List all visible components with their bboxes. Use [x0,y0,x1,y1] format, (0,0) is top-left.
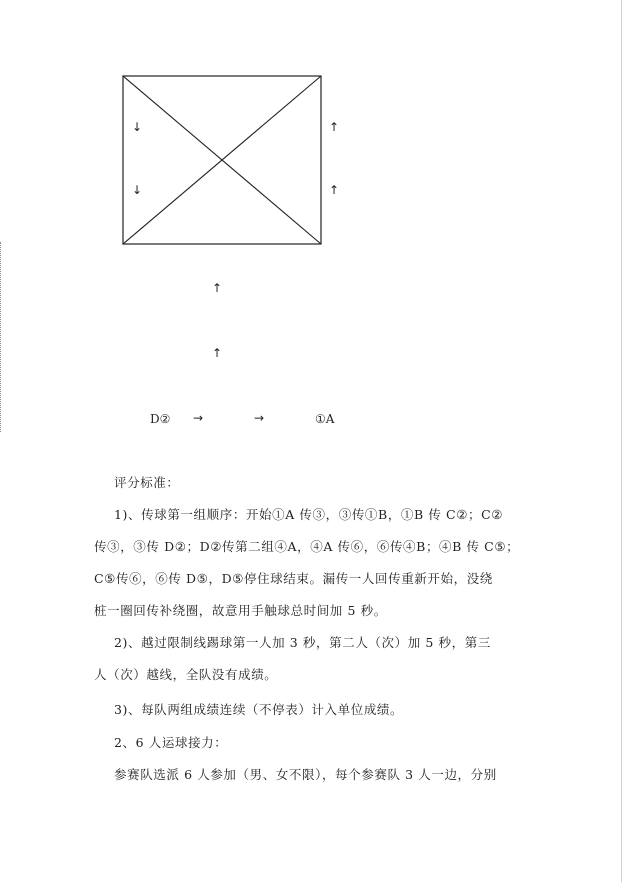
scoring-heading: 评分标准： [114,475,180,490]
arrow-down-icon: ↓ [132,183,143,197]
rule-line-6: 人（次）越线，全队没有成绩。 [94,667,278,682]
rule-line-4: 桩一圈回传补绕圈，故意用手触球总时间加 5 秒。 [94,603,387,618]
arrow-up-icon: ↑ [329,183,340,197]
section-heading-relay: 2、6 人运球接力： [114,735,228,750]
rule-line-1: 1)、传球第一组顺序：开始①A 传③，③传①B，①B 传 C②；C② [114,507,504,522]
arrow-up-icon: ↑ [212,346,223,360]
rule-line-5: 2)、越过限制线踢球第一人加 3 秒，第二人（次）加 5 秒，第三 [114,635,491,650]
arrow-up-icon: ↑ [212,281,223,295]
arrow-right-icon: → [193,411,204,425]
arrow-right-icon: → [254,411,265,425]
position-label-d2: D② [150,412,171,426]
rule-line-2: 传③，③传 D②；D②传第二组④A，④A 传⑥，⑥传④B；④B 传 C⑤； [94,539,520,554]
rule-line-3: C⑤传⑥，⑥传 D⑤，D⑤停住球结束。漏传一人回传重新开始，没绕 [94,571,493,586]
position-label-a1: ①A [315,412,335,426]
rule-line-7: 3)、每队两组成绩连续（不停表）计入单位成绩。 [114,702,404,717]
field-diagram [0,0,622,440]
rule-line-9: 参赛队选派 6 人参加（男、女不限），每个参赛队 3 人一边，分别 [114,767,497,782]
arrow-down-icon: ↓ [132,120,143,134]
arrow-up-icon: ↑ [329,120,340,134]
